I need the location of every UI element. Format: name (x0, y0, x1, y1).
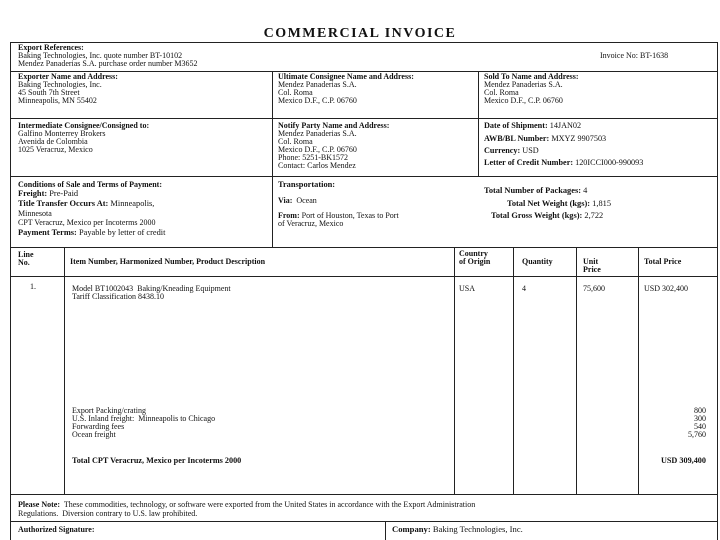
from-value-cont: of Veracruz, Mexico (278, 219, 344, 228)
ultimate-consignee-line: Mexico D.F., C.P. 06760 (278, 96, 357, 105)
intermediate-consignee-line: Galfino Monterrey Brokers (18, 129, 106, 138)
header-line: Line (18, 250, 34, 259)
awb-number-value: MXYZ 9907503 (551, 134, 607, 143)
charge-label: Export Packing/crating (72, 406, 146, 415)
via-label: Via: (278, 196, 293, 205)
notify-party-line: Col. Roma (278, 137, 313, 146)
date-of-shipment-label: Date of Shipment: (484, 121, 548, 130)
payment-terms (18, 229, 165, 237)
notify-party-line: Phone: 5251-BK1572 (278, 153, 348, 162)
charge-value: 800 (694, 406, 706, 415)
ultimate-consignee-line: Mendez Panaderias S.A. (278, 80, 357, 89)
row-unit-price: 75,600 (583, 284, 605, 293)
gross-weight-value: 2,722 (584, 211, 604, 220)
exporter-label: Exporter Name and Address: (18, 72, 118, 81)
currency (484, 147, 539, 155)
title-transfer-label: Title Transfer Occurs At: (18, 199, 109, 208)
export-reference-line: Baking Technologies, Inc. quote number BT-10102 (18, 51, 183, 60)
payment-terms-label: Payment Terms: (18, 228, 77, 237)
total-packages (484, 187, 587, 195)
title-transfer-value-cont: Minnesota (18, 209, 52, 218)
charge-label: U.S. Inland freight: Minneapolis to Chicago (72, 414, 216, 423)
freight-value: Pre-Paid (49, 189, 79, 198)
sold-to-line: Mendez Panaderias S.A. (484, 80, 563, 89)
divider (513, 247, 514, 494)
header-total-price: Total Price (644, 257, 682, 266)
charge-value: 300 (694, 414, 706, 423)
row-tariff: Tariff Classification 8438.10 (72, 292, 164, 301)
total-packages-value: 4 (583, 186, 588, 195)
company-label: Company: (392, 524, 431, 534)
awb-number-label: AWB/BL Number: (484, 134, 550, 143)
divider (10, 521, 718, 522)
header-item-description: Item Number, Harmonized Number, Product Description (70, 257, 266, 266)
incoterms-line: CPT Veracruz, Mexico per Incoterms 2000 (18, 218, 156, 227)
currency-value: USD (522, 146, 539, 155)
invoice-number: Invoice No: BT-1638 (600, 51, 669, 60)
divider (454, 247, 455, 494)
intermediate-consignee-label: Intermediate Consignee/Consigned to: (18, 121, 150, 130)
divider (10, 176, 718, 177)
payment-terms-value: Payable by letter of credit (78, 228, 166, 237)
total-label: Total CPT Veracruz, Mexico per Incoterms 2000 (72, 456, 242, 465)
charge-value: 5,760 (688, 430, 706, 439)
notify-party-line: Mendez Panaderias S.A. (278, 129, 357, 138)
charge-label: Ocean freight (72, 430, 116, 439)
note-label: Please Note: (18, 500, 60, 509)
total-packages-label: Total Number of Packages: (484, 186, 582, 195)
header-of-origin: of Origin (459, 257, 491, 266)
divider (10, 247, 718, 248)
title-transfer (18, 200, 154, 208)
export-reference-line: Mendez Panaderias S.A. purchase order number M3652 (18, 59, 198, 68)
awb-number (484, 135, 606, 143)
letter-of-credit (484, 159, 643, 167)
ultimate-consignee-line: Col. Roma (278, 88, 313, 97)
header-unit: Unit (583, 257, 599, 266)
gross-weight (491, 212, 603, 220)
charge-label: Forwarding fees (72, 422, 125, 431)
title-transfer-value: Minneapolis, (110, 199, 155, 208)
note-text-cont: Regulations. Diversion contrary to U.S. law prohibited. (18, 509, 198, 518)
freight-label: Freight: (18, 189, 48, 198)
row-origin: USA (459, 284, 476, 293)
from-value: Port of Houston, Texas to Port (301, 211, 399, 220)
from-label: From: (278, 211, 300, 220)
row-description: Model BT1002043 Baking/Kneading Equipment (72, 284, 231, 293)
company-value: Baking Technologies, Inc. (432, 524, 523, 534)
document-title: COMMERCIAL INVOICE (263, 26, 457, 41)
net-weight-value: 1,815 (592, 199, 611, 208)
via-value: Ocean (296, 196, 317, 205)
exporter-line: Minneapolis, MN 55402 (18, 96, 97, 105)
total-value: USD 309,400 (660, 456, 706, 465)
conditions-label: Conditions of Sale and Terms of Payment: (18, 180, 163, 189)
gross-weight-label: Total Gross Weight (kgs): (491, 211, 583, 220)
notify-party-line: Contact: Carlos Mendez (278, 161, 356, 170)
divider (10, 494, 718, 495)
sold-to-line: Mexico D.F., C.P. 06760 (484, 96, 563, 105)
export-references-label: Export References: (18, 43, 84, 52)
header-price: Price (583, 265, 601, 274)
divider (478, 71, 479, 176)
company (392, 525, 523, 533)
exporter-line: Baking Technologies, Inc. (18, 80, 102, 89)
divider (10, 276, 718, 277)
divider (272, 71, 273, 247)
exporter-line: 45 South 7th Street (18, 88, 80, 97)
authorized-signature-label: Authorized Signature: (18, 525, 95, 534)
intermediate-consignee-line: 1025 Veracruz, Mexico (18, 145, 93, 154)
row-quantity: 4 (522, 284, 526, 293)
date-of-shipment-value: 14JAN02 (549, 121, 582, 130)
row-line-number: 1. (30, 282, 36, 291)
row-total-price: USD 302,400 (644, 284, 689, 293)
net-weight (507, 200, 611, 208)
sold-to-line: Col. Roma (484, 88, 519, 97)
header-line-no: No. (18, 258, 30, 267)
header-quantity: Quantity (522, 257, 553, 266)
notify-party-label: Notify Party Name and Address: (278, 121, 390, 130)
divider (576, 247, 577, 494)
net-weight-label: Total Net Weight (kgs): (507, 199, 591, 208)
note-text: These commodities, technology, or software were exported from the United States in accordance with the Export Administration (63, 500, 476, 509)
currency-label: Currency: (484, 146, 521, 155)
transportation-label: Transportation: (278, 180, 336, 189)
divider (64, 247, 65, 494)
date-of-shipment (484, 122, 581, 130)
via (278, 197, 317, 205)
freight (18, 190, 78, 198)
header-country: Country (459, 249, 488, 258)
charge-value: 540 (694, 422, 706, 431)
letter-of-credit-value: 120ICCI000-990093 (575, 158, 644, 167)
ultimate-consignee-label: Ultimate Consignee Name and Address: (278, 72, 414, 81)
divider (385, 521, 386, 540)
intermediate-consignee-line: Avenida de Colombia (18, 137, 88, 146)
notify-party-line: Mexico D.F., C.P. 06760 (278, 145, 357, 154)
divider (10, 118, 718, 119)
letter-of-credit-label: Letter of Credit Number: (484, 158, 574, 167)
sold-to-label: Sold To Name and Address: (484, 72, 579, 81)
